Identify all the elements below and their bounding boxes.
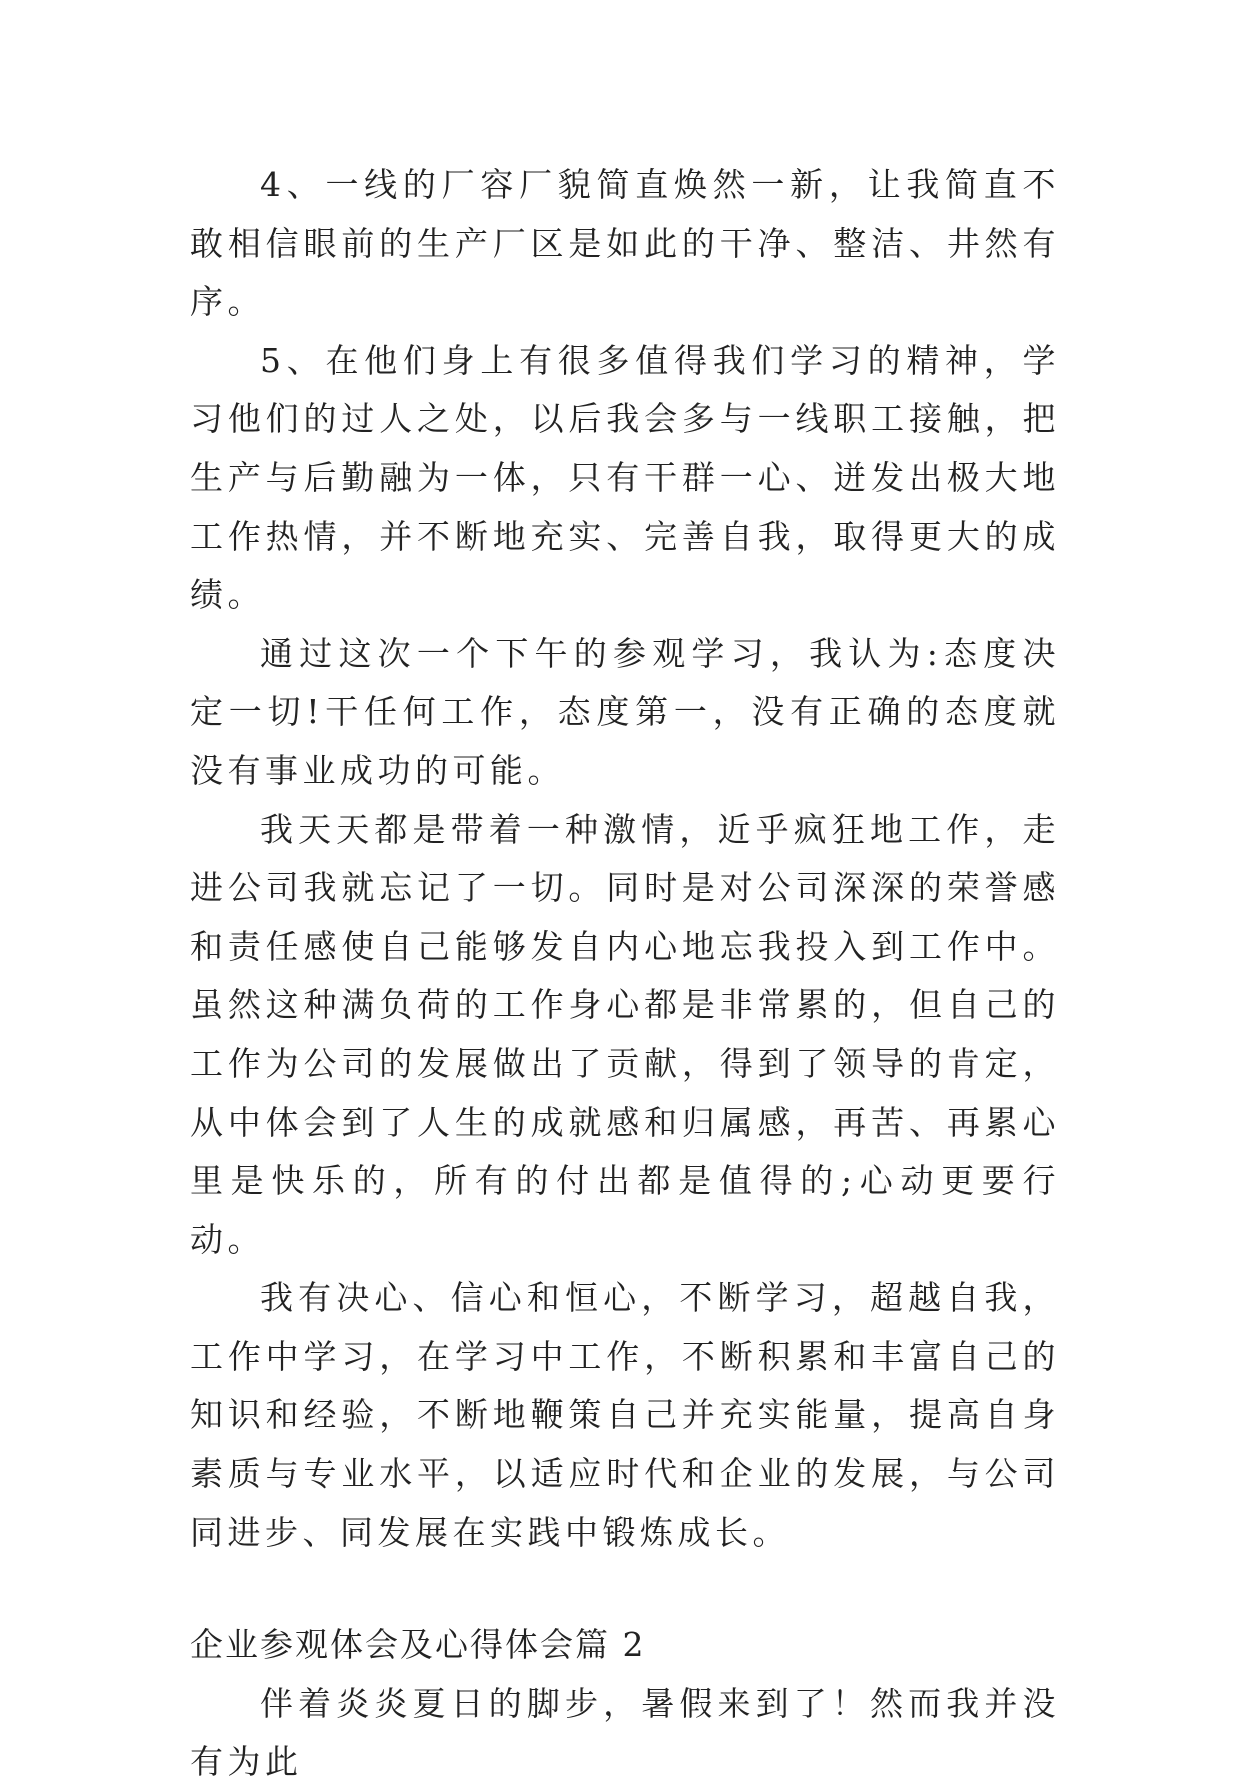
paragraph-determination: 我有决心、信心和恒心，不断学习，超越自我，工作中学习，在学习中工作，不断积累和丰富自己的知识和经验，不断地鞭策自己并充实能量，提高自身素质与专业水平，以适应时代和企业的发展，与公司同进步、同发展在实践中锻炼成长。	[190, 1278, 1060, 1552]
paragraph-item-4: 4、一线的厂容厂貌简直焕然一新，让我简直不敢相信眼前的生产厂区是如此的干净、整洁、井然有序。	[190, 165, 1060, 322]
paragraph-item-5: 5、在他们身上有很多值得我们学习的精神，学习他们的过人之处，以后我会多与一线职工接触，把生产与后勤融为一体，只有干群一心、迸发出极大地工作热情，并不断地充实、完善自我，取得更大的成绩。	[190, 340, 1060, 615]
paragraph-passion: 我天天都是带着一种激情，近乎疯狂地工作，走进公司我就忘记了一切。同时是对公司深深的荣誉感和责任感使自己能够发自内心地忘我投入到工作中。虽然这种满负荷的工作身心都是非常累的，但自己的工作为公司的发展做出了贡献，得到了领导的肯定，从中体会到了人生的成就感和归属感，再苦、再累心里是快乐的，所有的付出都是值得的;心动更要行动。	[190, 809, 1060, 1259]
document-body	[190, 156, 1060, 1792]
paragraph-attitude: 通过这次一个下午的参观学习，我认为:态度决定一切!干任何工作，态度第一，没有正确的态度就没有事业成功的可能。	[190, 633, 1060, 790]
section-heading: 企业参观体会及心得体会篇 2	[190, 1625, 646, 1665]
paragraph-summer: 伴着炎炎夏日的脚步，暑假来到了！然而我并没有为此	[190, 1683, 1060, 1782]
